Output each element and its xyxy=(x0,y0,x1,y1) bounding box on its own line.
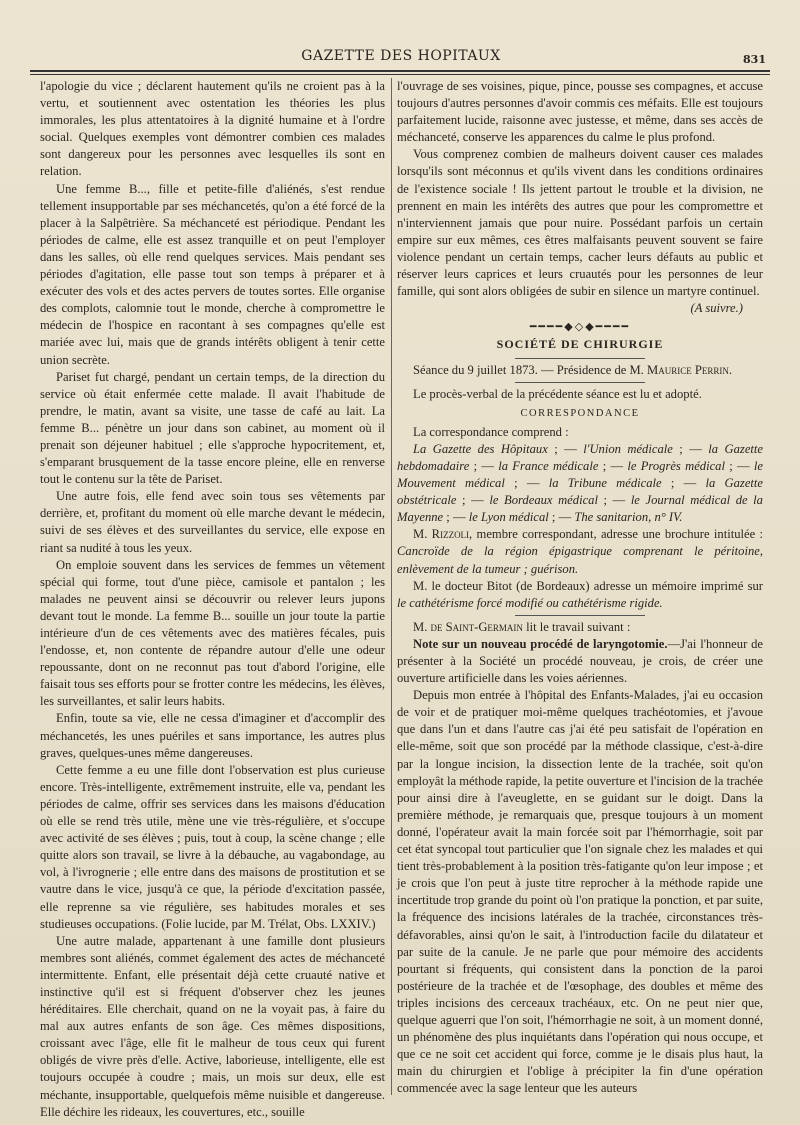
note-body: Depuis mon entrée à l'hôpital des Enfants-Malades, j'ai eu occasion de voir et de pratiquer moi-même quelques trachéotomies, et j'avoue que dans l'un et dans l'autre cas j'ai été peu satisfait de l'opération en elle-même, soit que son procédé par la méthode classique, c'est-à-dire par la longue incision, la dissection lente de la trachée, soit qu'on employât la méthode rapide, la petite ouverture et l'incision de la trachée pour ainsi dire à l'aveuglette, en se guidant sur le doigt. Dans la première méthode, je remarquais que, presque toujours à un moment donné, l'opérateur avait la main forcée soit par l'hémorrhagie, soit par cet état syncopal tout particulier que l'on signale chez les malades et qui tient très-probablement à la position très-fatigante qu'on leur impose ; et je crois que l'on peut à juste titre reprocher à la méthode rapide une incertitude trop grande du point où l'on pratique la ponction, et par suite, la fréquence des incisions latérales de la trachée, circonstances très-défavorables, ainsi qu'on le sait, à l'introduction facile du dilatateur et par suite de la canule. Je ne parle que pour mémoire des accidents pourtant si fréquents, qui consistent dans la ponction de la paroi postérieure de la trachée et de l'œsophage, des doubles et même des triples incisions des cerceaux trachéaux, etc. On ne peut nier que, quelque aguerri que l'on soit, l'hémorrhagie ne soit, à un moment donné, un phénomène des plus inquiétants dans l'opération qui nous occupe, et que ce ne soit cet accident qui force, comme je le disais plus haut, la main du chirurgien et l'oblige à précipiter la fin d'une opération commencée avec la sage lenteur que les auteurs xyxy=(397,688,763,1096)
note-intro: Note sur un nouveau procédé de laryngotomie.—J'ai l'honneur de présenter à la Société un procédé nouveau, je crois, de créer une ouverture artificielle dans les voies aériennes. xyxy=(397,636,763,686)
paragraph: Vous comprenez combien de malheurs doivent causer ces malades lorsqu'ils sont méconnus et qu'ils vivent dans les conditions ordinaires de l'existence sociale ! Ils jettent partout le trouble et la division, ne prennent en main les intérêts des autres que pour les compromettre et n'interviennent jamais que pour nuire. Possédant parfois un certain empire sur eux mêmes, ces êtres malfaisants peuvent souvent se faire violence pendant un certain temps, cacher leurs défauts au public et réserver leurs caprices et leurs cruautés pour les personnes de leur famille, qui sont alors obligées de subir en silence un martyre continuel. xyxy=(397,147,763,299)
section-title: SOCIÉTÉ DE CHIRURGIE xyxy=(496,337,664,352)
rizzoli-item: M. Rizzoli, membre correspondant, adresse une brochure intitulée : Cancroïde de la région épigastrique comprenant le péritoine, enlèvement de la tumeur ; guérison. xyxy=(397,527,764,576)
session-prefix: Séance du 9 juillet 1873. — Présidence de M. xyxy=(413,362,644,377)
paragraph: l'apologie du vice ; déclarent hautement qu'ils ne croient pas à la vertu, et soutiennent avec ostentation les théories les plus immorales, les plus attentatoires à la dignité humaine et à l'ordre social. Quelques exemples vont démontrer combien ces malades sont dangereux pour les personnes avec lesquelles ils sont en relation. xyxy=(40,79,385,179)
paragraph: Cette femme a eu une fille dont l'observation est plus curieuse encore. Très-intelligente, extrêmement instruite, elle va, pendant les périodes de calme, offrir ses services dans les maisons d'éducation où elle se rend très utile, mène une vie très-régulière, et s'occupe avec activité de ses élèves ; puis, tout à coup, la scène change ; elle quitte alors son travail, se livre à la débauche, au vagabondage, au vol, à l'ivrognerie ; elle entre dans des maisons de prostitution et se vautre dans le vice, jusqu'à ce que, la période d'excitation passée, elle reprenne sa vie régulière, ses habitudes morales et ses studieuses occupations. (Folie lucide, par M. Trélat, Obs. LXXIV.) xyxy=(40,762,385,931)
to-be-continued: (A suivre.) xyxy=(690,301,743,316)
page-header xyxy=(32,44,770,72)
paragraph: Une autre malade, appartenant à une famille dont plusieurs membres sont aliénés, commet également des actes de méchanceté intermittente. Enfant, elle présentait déjà cette cruauté native et instinctive qu'il est si fréquent d'observer chez les jeunes héréditaires. Elle cherchait, quand on ne la voyait pas, à faire du mal aux autres enfants de son âge. Ces mêmes dispositions, croissant avec l'âge, elle fit le malheur de tous ceux qui furent obligés de vivre près d'elle. Active, laborieuse, intelligente, elle est toujours occupée à coudre ; mais, un mois sur deux, elle est méchante, insupportable, quelquefois même nuisible et dangereuse. Elle déchire les rideaux, les couvertures, etc., souille xyxy=(40,933,385,1119)
bitot-item: M. le docteur Bitot (de Bordeaux) adresse un mémoire imprimé sur le cathétérisme forcé modifié ou cathétérisme rigide. xyxy=(397,578,763,610)
minutes: Le procès-verbal de la précédente séance est lu et adopté. xyxy=(413,386,702,401)
paragraph: Une femme B..., fille et petite-fille d'aliénés, s'est rendue tellement insupportable par ses méchancetés, qu'on a été forcé de la placer à la Salpêtrière. Sa méchanceté est périodique. Pendant les périodes de calme, elle est assez tranquille et on peut l'employer dans les salles, où elle rend quelques services. Mais pendant ses périodes d'agitation, elle passe tout son temps à préparer et à exécuter des vols et des actes pervers de toutes sortes. Elle organise des complots, calomnie tout le monde, cherche à compromettre le médecin de l'hospice en racontant à ses compagnes qu'elle est mariée avec lui, mais que de grands intérêts obligent à tenir cette union secrète. xyxy=(40,181,385,367)
president-name: Maurice Perrin. xyxy=(647,362,732,377)
note-title: Note sur un nouveau procédé de laryngotomie. xyxy=(413,636,668,651)
paragraph: Enfin, toute sa vie, elle ne cessa d'imaginer et d'accomplir des méchancetés, les unes puériles et sans importance, les autres plus graves, quelques-unes même dangereuses. xyxy=(40,711,385,760)
column-divider xyxy=(391,78,392,1095)
stgermain-item: M. de Saint-Germain lit le travail suivant : xyxy=(413,619,631,634)
correspondence-intro: La correspondance comprend : xyxy=(413,424,569,439)
right-column xyxy=(397,78,763,1095)
session-line xyxy=(397,362,763,379)
paragraph: Pariset fut chargé, pendant un certain temps, de la direction du service où était enfermée cette malade. Il avait l'habitude de prendre, le matin, avant sa visite, une tasse de café au lait. La femme B... pénètre un jour dans son cabinet, au moment où il prenait son déjeuner habituel ; elle s'approche hypocritement, et, s'emparant brusquement de la tasse encore pleine, elle en renverse tout le contenu sur la tête de Pariset. xyxy=(40,369,385,487)
short-rule xyxy=(515,615,645,616)
short-rule xyxy=(515,358,645,359)
header-rule xyxy=(30,70,770,75)
short-rule xyxy=(515,382,645,383)
running-head: GAZETTE DES HOPITAUX xyxy=(301,48,501,64)
left-column xyxy=(40,78,385,1119)
paragraph: Une autre fois, elle fend avec soin tous ses vêtements par derrière, et, profitant du moment où elle marche devant le médecin, suivi de ses élèves et des surveillantes du service, elle expose en riant sa nudité à tous les yeux. xyxy=(40,489,385,555)
page-number: 831 xyxy=(743,53,766,66)
journal-list: La Gazette des Hôpitaux ; — l'Union médicale ; — la Gazette hebdomadaire ; — la France médicale ; — le Progrès médical ; — le Mouvement médical ; — la Tribune médicale ; — la Gazette obstétricale ; — le Bordeaux médical ; — le Journal médical de la Mayenne ; — le Lyon médical ; — The sanitarion, n° IV. xyxy=(397,441,764,525)
ornament-divider: ━━━━◆◇◆━━━━ xyxy=(529,321,631,334)
paragraph: l'ouvrage de ses voisines, pique, pince, pousse ses compagnes, et accuse toujours d'autres personnes d'avoir commis ces méfaits. Elle est toujours parfaitement lucide, raisonne avec justesse, et même, dans ses accès de méchanceté, conserve les apparences du calme le plus profond. xyxy=(397,79,763,145)
paragraph: On emploie souvent dans les services de femmes un vêtement spécial qui forme, tout d'une pièce, camisole et pantalon ; les malades ne peuvent ainsi se découvrir ou relever leurs jupons devant tout le monde. La femme B... souille un jour toute la partie intérieure d'un de ces vêtements avec des matières fécales, puis l'endosse, et, non contente de répandre autour d'elle une odeur repoussante, dont on ne reconnut pas tout d'abord l'origine, elle faisait tous ses efforts pour se frotter contre les médecins, les élèves, les surveillantes, et salir leurs habits. xyxy=(40,557,385,709)
correspondence-heading: CORRESPONDANCE xyxy=(520,407,640,419)
